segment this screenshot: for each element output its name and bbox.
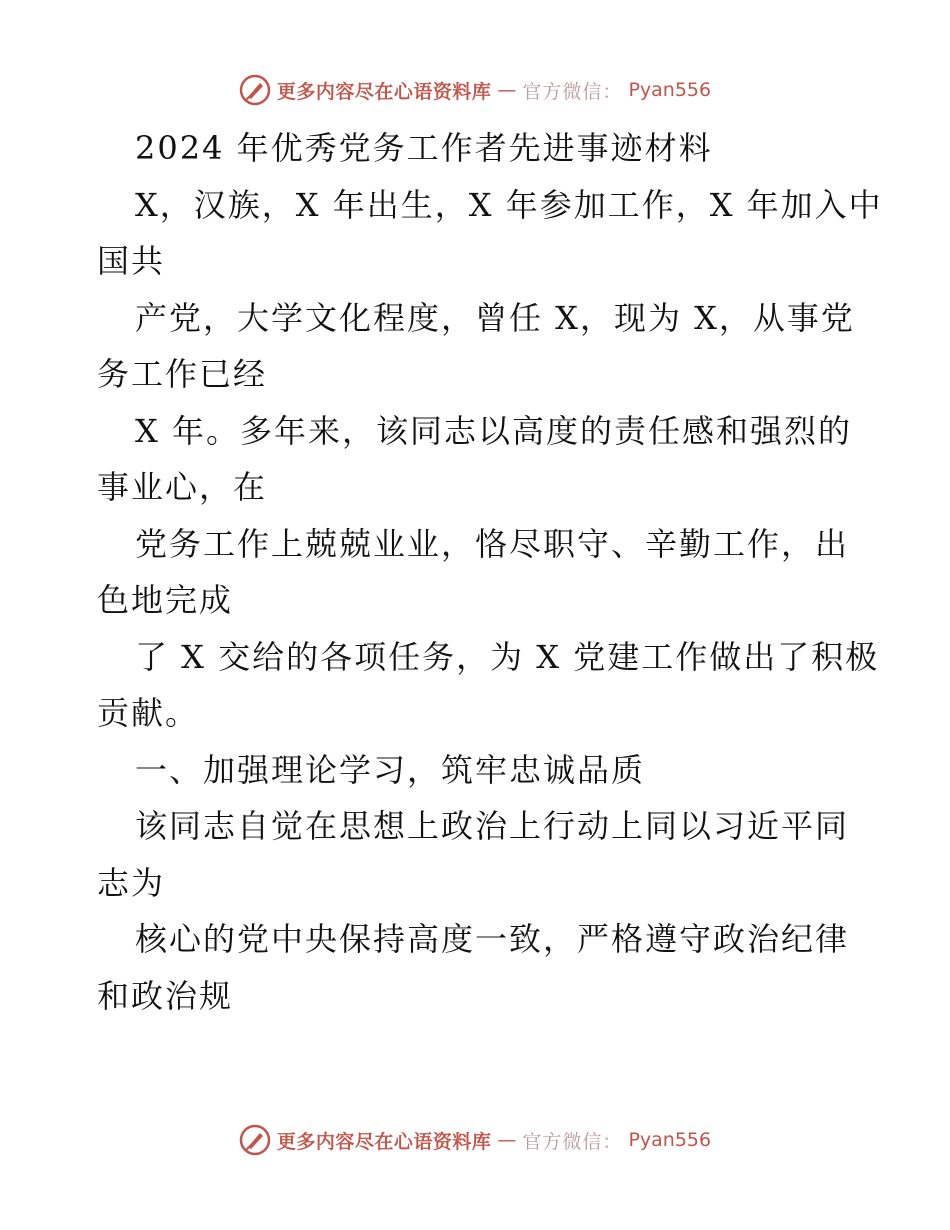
- watermark-wechat-id: Pyan556: [628, 1129, 712, 1151]
- document-line: X，汉族，X 年出生，X 年参加工作，X 年加入中: [135, 185, 883, 224]
- document-line: 了 X 交给的各项任务，为 X 党建工作做出了积极: [135, 637, 880, 676]
- watermark-dash: —: [497, 1129, 517, 1151]
- watermark-header: [0, 70, 950, 110]
- document-line: 2024 年优秀党务工作者先进事迹材料: [135, 129, 713, 167]
- document-line: 志为: [97, 863, 166, 902]
- watermark-brand-text: 更多内容尽在心语资料库: [276, 1130, 492, 1153]
- document-line: 产党，大学文化程度，曾任 X，现为 X，从事党: [135, 298, 855, 337]
- watermark-wechat-label: 官方微信：: [522, 1130, 623, 1153]
- document-line: X 年。多年来，该同志以高度的责任感和强烈的: [135, 411, 852, 450]
- watermark-brand-text: 更多内容尽在心语资料库: [276, 80, 492, 103]
- watermark-footer: [0, 1120, 950, 1160]
- watermark-wechat-id: Pyan556: [628, 79, 712, 101]
- document-line: 务工作已经: [97, 355, 268, 393]
- document-line: 和政治规: [97, 976, 234, 1015]
- quill-pen-icon: [239, 1124, 271, 1156]
- document-line: 核心的党中央保持高度一致，严格遵守政治纪律: [135, 920, 850, 958]
- quill-pen-icon: [239, 74, 271, 106]
- document-line: 事业心，在: [97, 468, 268, 506]
- section-heading: 一、加强理论学习，筑牢忠诚品质: [135, 750, 646, 789]
- document-line: 色地完成: [97, 581, 234, 619]
- watermark-wechat-label: 官方微信：: [522, 80, 623, 103]
- document-line: 国共: [97, 242, 166, 280]
- watermark-dash: —: [497, 79, 517, 101]
- document-line: 党务工作上兢兢业业，恪尽职守、辛勤工作，出: [135, 524, 850, 563]
- document-body: [97, 120, 883, 1024]
- document-line: 该同志自觉在思想上政治上行动上同以习近平同: [135, 807, 850, 845]
- document-line: 贡献。: [97, 694, 200, 732]
